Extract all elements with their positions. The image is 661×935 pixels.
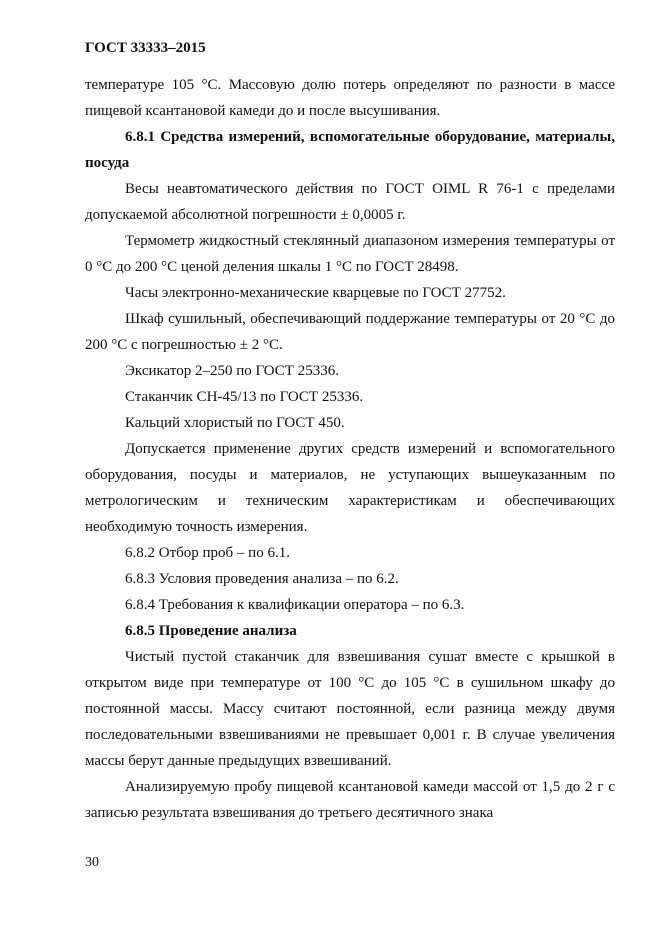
paragraph: Термометр жидкостный стеклянный диапазоном измерения температуры от 0 °С до 200 °С ценой деления шкалы 1 °С по ГОСТ 28498. xyxy=(85,233,615,275)
paragraph: Кальций хлористый по ГОСТ 450. xyxy=(125,415,345,431)
page-number: 30 xyxy=(85,855,99,870)
paragraph: Эксикатор 2–250 по ГОСТ 25336. xyxy=(125,363,339,379)
section-heading: 6.8.5 Проведение анализа xyxy=(125,623,297,639)
paragraph: 6.8.4 Требования к квалификации оператора – по 6.3. xyxy=(125,597,465,613)
document-body xyxy=(85,72,615,826)
paragraph: Допускается применение других средств измерений и вспомогательного оборудования, посуды и материалов, не уступающих вышеуказанным по метрологическим и техническим характеристикам и обеспечивающих необходимую точность измерения. xyxy=(85,441,615,535)
paragraph: Весы неавтоматического действия по ГОСТ OIML R 76-1 с пределами допускаемой абсолютной погрешности ± 0,0005 г. xyxy=(85,181,615,223)
paragraph: Шкаф сушильный, обеспечивающий поддержание температуры от 20 °С до 200 °С с погрешностью ± 2 °С. xyxy=(85,311,615,353)
paragraph: Анализируемую пробу пищевой ксантановой камеди массой от 1,5 до 2 г с записью результата взвешивания до третьего десятичного знака xyxy=(85,779,615,821)
document-header: ГОСТ 33333–2015 xyxy=(85,40,206,56)
paragraph: Часы электронно-механические кварцевые по ГОСТ 27752. xyxy=(125,285,506,301)
section-heading: 6.8.1 Средства измерений, вспомогательные оборудование, материалы, посуда xyxy=(85,129,615,171)
paragraph: Чистый пустой стаканчик для взвешивания сушат вместе с крышкой в открытом виде при температуре от 100 °С до 105 °С в сушильном шкафу до постоянной массы. Массу считают постоянной, если разница между двумя последовательными взвешиваниями не превышает 0,001 г. В случае увеличения массы берут данные предыдущих взвешиваний. xyxy=(85,649,615,769)
paragraph: 6.8.2 Отбор проб – по 6.1. xyxy=(125,545,290,561)
paragraph: Стаканчик СН-45/13 по ГОСТ 25336. xyxy=(125,389,364,405)
paragraph: 6.8.3 Условия проведения анализа – по 6.2. xyxy=(125,571,399,587)
paragraph: температуре 105 °С. Массовую долю потерь определяют по разности в массе пищевой ксантановой камеди до и после высушивания. xyxy=(85,77,615,119)
